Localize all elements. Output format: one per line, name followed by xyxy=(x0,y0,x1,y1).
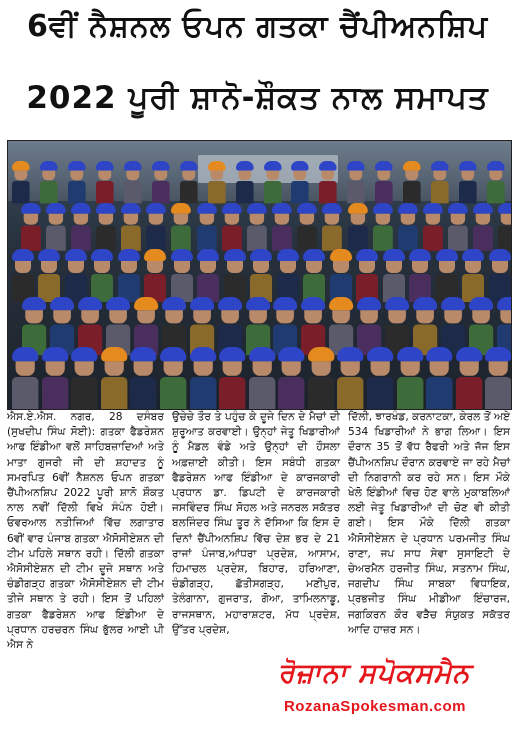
photo-person xyxy=(21,203,41,251)
photo-person xyxy=(375,161,393,203)
photo-person xyxy=(197,203,217,251)
photo-person xyxy=(42,347,68,410)
photo-person xyxy=(426,347,452,410)
photo-person xyxy=(46,203,66,251)
photo-person xyxy=(124,161,142,203)
photo-person xyxy=(297,203,317,251)
photo-person xyxy=(278,347,304,410)
photo-person xyxy=(409,249,431,302)
photo-person xyxy=(236,161,254,203)
photo-person xyxy=(91,249,113,302)
headline-line-2: 2022 ਪੂਰੀ ਸ਼ਾਨੋ-ਸ਼ੌਕਤ ਨਾਲ ਸਮਾਪਤ xyxy=(26,80,489,116)
photo-person xyxy=(146,203,166,251)
photo-person xyxy=(498,203,512,251)
photo-person xyxy=(190,347,216,410)
photo-person xyxy=(12,347,38,410)
photo-person xyxy=(347,161,365,203)
photo-person xyxy=(319,161,337,203)
photo-person xyxy=(487,161,505,203)
photo-person xyxy=(448,203,468,251)
photo-person xyxy=(219,347,245,410)
photo-person xyxy=(398,203,418,251)
photo-person xyxy=(462,249,484,302)
article-text: ਉਚੇਚੇ ਤੌਰ ਤੇ ਪਹੁੰਚ ਕੇ ਦੂਜੇ ਦਿਨ ਦੇ ਮੈਚਾਂ ਦੀ ਸ਼ੁਰੂਆਤ ਕਰਵਾਈ। ਉਨ੍ਹਾਂ ਜੇਤੂ ਖਿਡਾਰੀਆਂ ਨੂੰ ਮੈਡਲ ਵੰਡੇ ਅਤੇ ਉਨ੍ਹਾਂ ਦੀ ਹੌਸਲਾ ਅਫ਼ਜ਼ਾਈ ਕੀਤੀ। ਇਸ ਸਬੰਧੀ ਗਤਕਾ ਫੈਡਰੇਸ਼ਨ ਆਫ ਇੰਡੀਆ ਦੇ ਕਾਰਜਕਾਰੀ ਪ੍ਰਧਾਨ ਡਾ. ਡਿਪਟੀ ਦੇ ਕਾਰਜਕਾਰੀ ਜਸਵਿੰਦਰ ਸਿੰਘ ਸੋਹਲ ਅਤੇ ਜਨਰਲ ਸਕੱਤਰ ਬਲਜਿੰਦਰ ਸਿੰਘ ਤੂਰ ਨੇ ਦੱਸਿਆ ਕਿ ਇਸ ਦੋ ਦਿਨਾਂ ਚੈਂਪੀਅਨਸ਼ਿਪ ਵਿੱਚ ਦੇਸ਼ ਭਰ ਦੇ 21 ਰਾਜਾਂ ਪੰਜਾਬ,ਆਂਧਰਾ ਪ੍ਰਦੇਸ਼, ਆਸਾਮ, ਹਿਮਾਚਲ ਪ੍ਰਦੇਸ਼, ਬਿਹਾਰ, ਹਰਿਆਣਾ, ਚੰਡੀਗੜ੍ਹ, ਛੱਤੀਸਗੜ੍ਹ, ਮਣੀਪੁਰ, ਤੇਲੰਗਾਨਾ, ਗੁਜਰਾਤ, ਗੋਆ, ਤਾਮਿਲਨਾਡੂ, ਰਾਜਸਥਾਨ, ਮਹਾਰਾਸ਼ਟਰ, ਮੱਧ ਪ੍ਰਦੇਸ਼, ਉੱਤਰ ਪ੍ਰਦੇਸ਼, xyxy=(172,411,340,636)
photo-person xyxy=(456,347,482,410)
photo-person xyxy=(431,161,449,203)
photo-person xyxy=(197,249,219,302)
photo-person xyxy=(68,161,86,203)
newspaper-masthead: ਰੋਜ਼ਾਨਾ ਸਪੋਕਸਮੈਨ xyxy=(277,658,471,689)
photo-person xyxy=(459,161,477,203)
article-column-2 xyxy=(172,410,340,638)
photo-person xyxy=(144,249,166,302)
photo-person xyxy=(373,203,393,251)
photo-person xyxy=(330,249,352,302)
photo-person xyxy=(38,249,60,302)
photo-person xyxy=(171,249,193,302)
photo-person xyxy=(71,347,97,410)
newspaper-website: RozanaSpokesman.com xyxy=(283,698,467,715)
photo-person xyxy=(489,249,511,302)
photo-person xyxy=(118,249,140,302)
photo-person xyxy=(348,203,368,251)
photo-person xyxy=(12,249,34,302)
headline-line-1: 6ਵੀਂ ਨੈਸ਼ਨਲ ਓਪਨ ਗਤਕਾ ਚੈਂਪੀਅਨਸ਼ਿਪ xyxy=(26,9,489,44)
photo-person xyxy=(208,161,226,203)
photo-person xyxy=(171,203,191,251)
photo-person xyxy=(308,347,334,410)
photo-person xyxy=(71,203,91,251)
photo-person xyxy=(96,203,116,251)
photo-person xyxy=(303,249,325,302)
article-column-3 xyxy=(348,410,510,638)
photo-person xyxy=(291,161,309,203)
photo-person xyxy=(367,347,393,410)
photo-person xyxy=(250,249,272,302)
photo-person xyxy=(130,347,156,410)
photo-person xyxy=(485,347,511,410)
photo-person xyxy=(40,161,58,203)
photo-person xyxy=(356,249,378,302)
article-column-1 xyxy=(7,410,164,653)
photo-person xyxy=(397,347,423,410)
photo-person xyxy=(264,161,282,203)
photo-person xyxy=(473,203,493,251)
photo-person xyxy=(180,161,198,203)
photo-person xyxy=(96,161,114,203)
photo-person xyxy=(65,249,87,302)
photo-person xyxy=(101,347,127,410)
group-photo xyxy=(7,140,512,410)
article-text: ਐਸ.ਏ.ਐਸ. ਨਗਰ, 28 ਦਸੰਬਰ (ਸੁਖਦੀਪ ਸਿੰਘ ਸੋਈ): ਗਤਕਾ ਫੈਡਰੇਸ਼ਨ ਆਫ ਇੰਡੀਆ ਵਲੋਂ ਸਾਹਿਬਜ਼ਾਦਿਆਂ ਅਤੇ ਮਾਤਾ ਗੁਜਰੀ ਜੀ ਦੀ ਸ਼ਹਾਦਤ ਨੂੰ ਸਮਰਪਿਤ 6ਵੀਂ ਨੈਸ਼ਨਲ ਓਪਨ ਗਤਕਾ ਚੈਂਪੀਅਨਸ਼ਿਪ 2022 ਪੂਰੀ ਸ਼ਾਨੋ ਸ਼ੌਕਤ ਨਾਲ ਨਵੀਂ ਦਿੱਲੀ ਵਿਖੇ ਸੰਪੰਨ ਹੋਈ। ਓਵਰਆਲ ਨਤੀਜਿਆਂ ਵਿੱਚ ਲਗਾਤਾਰ 6ਵੀਂ ਵਾਰ ਪੰਜਾਬ ਗਤਕਾ ਐਸੋਸੀਏਸ਼ਨ ਦੀ ਟੀਮ ਪਹਿਲੇ ਸਥਾਨ ਰਹੀ। ਦਿੱਲੀ ਗਤਕਾ ਐਸੋਸੀਏਸ਼ਨ ਦੀ ਟੀਮ ਦੂਜੇ ਸਥਾਨ ਅਤੇ ਚੰਡੀਗੜ੍ਹ ਗਤਕਾ ਐਸੋਸੀਏਸ਼ਨ ਦੀ ਟੀਮ ਤੀਜੇ ਸਥਾਨ ਤੇ ਰਹੀ। ਇਸ ਤੋਂ ਪਹਿਲਾਂ ਗਤਕਾ ਫੈਡਰੇਸ਼ਨ ਆਫ ਇੰਡੀਆ ਦੇ ਪ੍ਰਧਾਨ ਹਰਚਰਨ ਸਿੰਘ ਭੁੱਲਰ ਆਈ ਪੀ ਐਸ ਨੇ xyxy=(7,411,164,652)
photo-person xyxy=(277,249,299,302)
photo-person xyxy=(272,203,292,251)
photo-person xyxy=(160,347,186,410)
photo-person xyxy=(224,249,246,302)
photo-person xyxy=(322,203,342,251)
article-text: ਦਿੱਲੀ, ਝਾਰਖੰਡ, ਕਰਨਾਟਕਾ, ਕੇਰਲ ਤੋਂ ਅਏ 534 ਖਿਡਾਰੀਆਂ ਨੇ ਭਾਗ ਲਿਆ। ਇਸ ਦੌਰਾਨ 35 ਤੋਂ ਵੱਧ ਰੈਫਰੀ ਅਤੇ ਜੱਜ ਇਸ ਚੈਂਪੀਅਨਸ਼ਿਪ ਦੌਰਾਨ ਕਰਵਾਏ ਜਾ ਰਹੇ ਮੈਚਾਂ ਦੀ ਨਿਗਰਾਨੀ ਕਰ ਰਹੇ ਸਨ। ਇਸ ਮੌਕੇ ਖੇਲੋ ਇੰਡੀਆਂ ਵਿਚ ਹੋਣ ਵਾਲੇ ਮੁਕਾਬਲਿਆਂ ਲਈ ਜੇਤੂ ਖਿਡਾਰੀਆਂ ਦੀ ਚੋਣ ਵੀ ਕੀਤੀ ਗਈ। ਇਸ ਮੌਕੇ ਦਿੱਲੀ ਗਤਕਾ ਐਸੋਸੀਏਸ਼ਨ ਦੇ ਪ੍ਰਧਾਨ ਪਰਮਜੀਤ ਸਿੰਘ ਰਾਣਾ, ਜਪ ਸਾਧ ਸੇਵਾ ਸੁਸਾਇਟੀ ਦੇ ਚੇਅਰਮੈਨ ਹਰਜੀਤ ਸਿੰਘ, ਸਤਨਾਮ ਸਿੰਘ, ਜਗਦੀਪ ਸਿੰਘ ਸਾਬਕਾ ਵਿਧਾਇਕ, ਪ੍ਰਭਜੀਤ ਸਿੰਘ ਮੀਡੀਆ ਇੰਚਾਰਜ, ਜਗਕਿਰਨ ਕੌਰ ਵੜੈਚ ਸੰਯੁਕਤ ਸਕੱਤਰ ਆਦਿ ਹਾਜ਼ਰ ਸਨ। xyxy=(348,411,510,636)
photo-person xyxy=(436,249,458,302)
photo-person xyxy=(247,203,267,251)
photo-person xyxy=(222,203,242,251)
photo-person xyxy=(12,161,30,203)
photo-person xyxy=(337,347,363,410)
photo-person xyxy=(383,249,405,302)
photo-person xyxy=(423,203,443,251)
photo-person xyxy=(249,347,275,410)
photo-person xyxy=(152,161,170,203)
photo-person xyxy=(403,161,421,203)
photo-person xyxy=(121,203,141,251)
